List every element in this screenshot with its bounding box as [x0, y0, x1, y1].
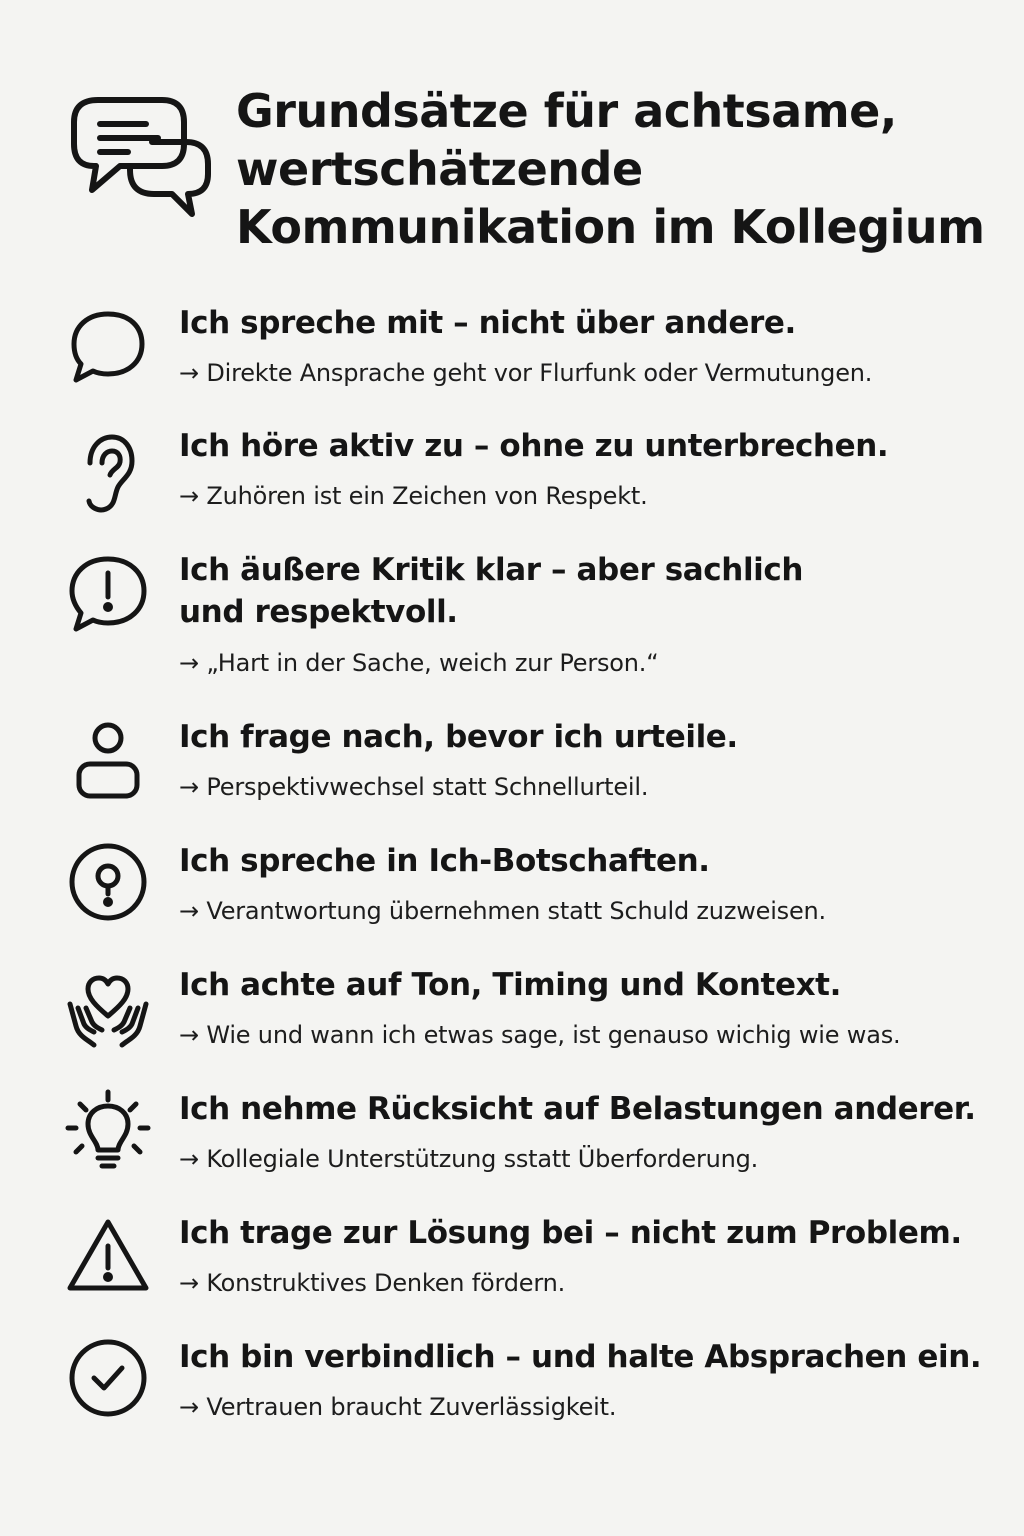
- principle-note: → Vertrauen braucht Zuverlässigkeit.: [179, 1393, 617, 1421]
- principle-note: → Verantwortung übernehmen statt Schuld zuzweisen.: [179, 897, 826, 925]
- page-title: Grundsätze für achtsame, wertschätzende Kommunikation im Kollegium: [236, 84, 985, 254]
- check-circle-icon: [62, 1338, 154, 1430]
- principle-heading: Ich spreche in Ich-Botschaften.: [179, 843, 710, 879]
- principle-note: → Wie und wann ich etwas sage, ist genauso wichig wie was.: [179, 1021, 901, 1049]
- principle-note: → Konstruktives Denken fördern.: [179, 1269, 566, 1297]
- speech-bubble-icon: [62, 306, 154, 398]
- principle-note: → „Hart in der Sache, weich zur Person.“: [179, 649, 659, 677]
- principle-note: → Zuhören ist ein Zeichen von Respekt.: [179, 482, 648, 510]
- header: [0, 0, 1024, 280]
- person-icon: [62, 720, 154, 812]
- ear-icon: [62, 429, 154, 521]
- question-circle-icon: [62, 840, 154, 932]
- principle-heading: Ich höre aktiv zu – ohne zu unterbrechen.: [179, 428, 889, 464]
- principle-heading: Ich spreche mit – nicht über andere.: [179, 305, 796, 341]
- principle-heading: Ich bin verbindlich – und halte Absprachen ein.: [179, 1339, 982, 1375]
- principle-heading: Ich nehme Rücksicht auf Belastungen anderer.: [179, 1091, 976, 1127]
- speech-bubbles-icon: [68, 94, 214, 222]
- warning-triangle-icon: [62, 1214, 154, 1306]
- principle-heading: Ich achte auf Ton, Timing und Kontext.: [179, 967, 841, 1003]
- principle-heading: Ich äußere Kritik klar – aber sachlich und respektvoll.: [179, 552, 804, 630]
- heart-hands-icon: [62, 966, 154, 1058]
- principle-heading: Ich trage zur Lösung bei – nicht zum Problem.: [179, 1215, 962, 1251]
- principle-heading: Ich frage nach, bevor ich urteile.: [179, 719, 738, 755]
- principle-note: → Perspektivwechsel statt Schnellurteil.: [179, 773, 649, 801]
- lightbulb-icon: [62, 1088, 154, 1180]
- principle-note: → Direkte Ansprache geht vor Flurfunk oder Vermutungen.: [179, 359, 873, 387]
- exclamation-bubble-icon: [62, 551, 154, 643]
- principle-note: → Kollegiale Unterstützung sstatt Überforderung.: [179, 1145, 759, 1173]
